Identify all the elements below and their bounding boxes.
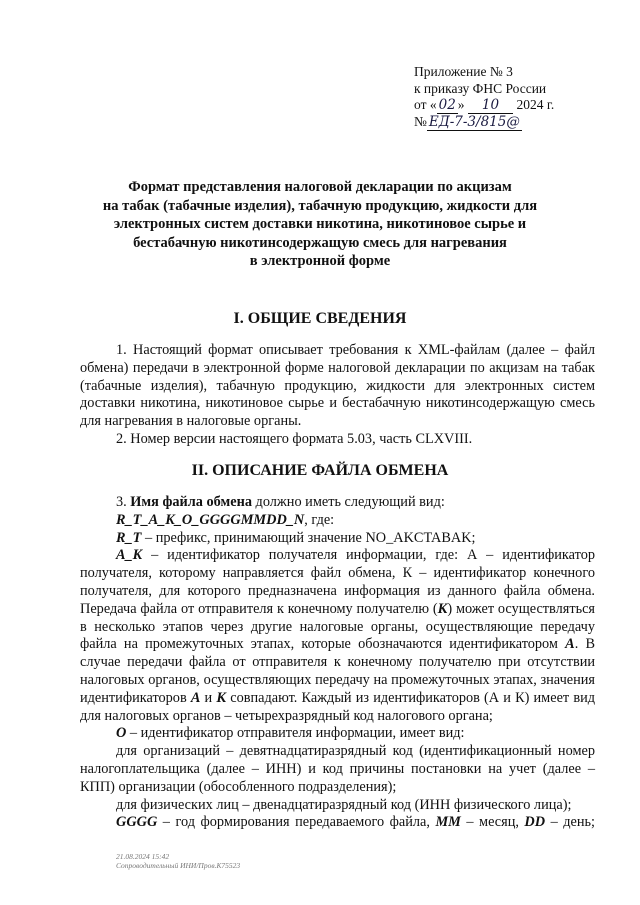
title-line: бестабачную никотинсодержащую смесь для нагревания xyxy=(133,234,507,251)
filename-pattern: R_T_A_K_O_GGGGMMDD_N, где: xyxy=(116,511,335,528)
def-rt: R_T – префикс, принимающий значение NO_AKCTABAK; xyxy=(116,529,476,546)
def-o: O – идентификатор отправителя информации, имеет вид: xyxy=(116,725,465,742)
section-1-body xyxy=(80,342,595,449)
def-org: для организаций – девятнадцатиразрядный код (идентификационный номер налогоплательщика (далее – ИНН) и код причины постановки на учет (далее – КПП) организации (обособленного подразделения); xyxy=(80,743,595,795)
title-line: электронных систем доставки никотина, никотиновое сырье и xyxy=(113,216,527,233)
handwritten-number: ЕД-7-3/815@ xyxy=(428,113,520,130)
section-2-heading: II. ОПИСАНИЕ ФАЙЛА ОБМЕНА xyxy=(191,462,449,479)
document-title xyxy=(80,178,560,271)
def-phys: для физических лиц – двенадцатиразрядный код (ИНН физического лица); xyxy=(116,796,572,813)
title-line: на табак (табачные изделия), табачную продукцию, жидкости для xyxy=(102,197,538,214)
title-line: в электронной форме xyxy=(249,253,391,270)
section-1-heading: I. ОБЩИЕ СВЕДЕНИЯ xyxy=(233,310,407,327)
annex-line-1: Приложение № 3 xyxy=(414,64,513,79)
paragraph-1: 1. Настоящий формат описывает требования к XML-файлам (далее – файл обмена) передачи в электронной форме налоговой декларации по акцизам на табак (табачные изделия), табачную продукцию, жидкости для электронных систем доставки никотина, никотиновое сырье и бестабачную никотинсодержащую смесь для нагревания в налоговые органы. xyxy=(80,342,595,430)
handwritten-month: 10 xyxy=(468,97,513,114)
handwritten-day: 02 xyxy=(438,97,456,113)
annex-line-2: к приказу ФНС России xyxy=(414,80,547,96)
annex-number: № ЕД-7-3/815@ xyxy=(414,113,520,130)
def-date: GGGG – год формирования передаваемого файла, MM – месяц, DD – день; xyxy=(116,814,595,831)
paragraph-3: 3. Имя файла обмена должно иметь следующий вид: xyxy=(116,494,445,510)
annex-block xyxy=(414,64,614,130)
title-line: Формат представления налоговой декларации по акцизам xyxy=(128,179,512,195)
annex-date: от « 02 » 10 2024 г. xyxy=(414,97,555,113)
registration-stamp: 21.08.2024 15:42 Сопроводительный ИНИ/Пров.К75523 xyxy=(116,852,241,870)
def-ak: A_K – идентификатор получателя информации, где: А – идентификатор получателя, которому направляется файл обмена, К – идентификатор конечного получателя, для которого предназначена информация из данного файла обмена. Передача файла от отправителя к конечному получателю (К) может осуществляться в несколько этапов через другие налоговые органы, осуществляющие передачу файла на промежуточных этапах, которые обозначаются идентификатором А. В случае передачи файла от отправителя к конечному получателю при отсутствии налоговых органов, осуществляющих передачу на промежуточных этапах, значения идентификаторов А и К совпадают. Каждый из идентификаторов (А и К) имеет вид для налоговых органов – четырехразрядный код налогового органа; xyxy=(80,547,596,724)
section-2-body xyxy=(80,494,595,832)
paragraph-2: 2. Номер версии настоящего формата 5.03, часть CLXVIII. xyxy=(116,430,473,447)
